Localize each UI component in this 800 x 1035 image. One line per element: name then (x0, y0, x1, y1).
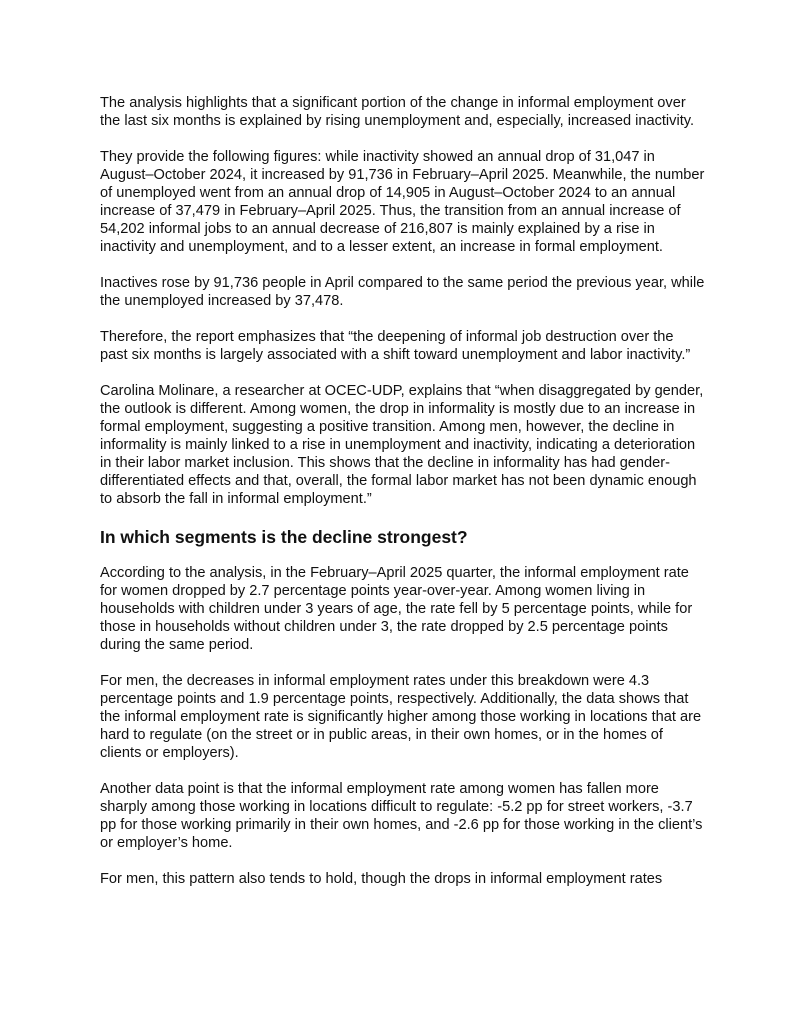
paragraph-intro-4: Therefore, the report emphasizes that “the deepening of informal job destruction over the past six months is largely associated with a shift toward unemployment and labor inactivity.” (100, 329, 691, 363)
paragraph-intro-3: Inactives rose by 91,736 people in April compared to the same period the previous year, while the unemployed increased by 37,478. (100, 275, 705, 309)
paragraph-intro-1: The analysis highlights that a significant portion of the change in informal employment over the last six months is explained by rising unemployment and, especially, increased inactivity. (100, 95, 695, 129)
paragraph-section-3: Another data point is that the informal employment rate among women has fallen more sharply among those working in locations difficult to regulate: -5.2 pp for street workers, -3.7 pp for those working primarily in their own homes, and -2.6 pp for those working in the client’s or employer’s home. (100, 781, 703, 851)
paragraph-intro-5: Carolina Molinare, a researcher at OCEC-UDP, explains that “when disaggregated by gender, the outlook is different. Among women, the drop in informality is mostly due to an increase in formal employment, suggesting a positive transition. Among men, however, the decline in informality is mainly linked to a rise in unemployment and inactivity, indicating a deterioration in their labor market inclusion. This shows that the decline in informality has had gender-differentiated effects and that, overall, the formal labor market has not been dynamic enough to absorb the fall in informal employment.” (100, 383, 704, 507)
document-page (100, 94, 705, 906)
paragraph-section-1: According to the analysis, in the February–April 2025 quarter, the informal employment rate for women dropped by 2.7 percentage points year-over-year. Among women living in households with children under 3 years of age, the rate fell by 5 percentage points, while for those in households without children under 3, the rate dropped by 2.5 percentage points during the same period. (100, 565, 693, 653)
paragraph-section-4: For men, this pattern also tends to hold, though the drops in informal employment rates (100, 871, 663, 887)
paragraph-intro-2: They provide the following figures: while inactivity showed an annual drop of 31,047 in August–October 2024, it increased by 91,736 in February–April 2025. Meanwhile, the number of unemployed went from an annual drop of 14,905 in August–October 2024 to an annual increase of 37,479 in February–April 2025. Thus, the transition from an annual increase of 54,202 informal jobs to an annual decrease of 216,807 is mainly explained by a rise in inactivity and unemployment, and to a lesser extent, an increase in formal employment. (100, 149, 705, 255)
paragraph-section-2: For men, the decreases in informal employment rates under this breakdown were 4.3 percentage points and 1.9 percentage points, respectively. Additionally, the data shows that the informal employment rate is significantly higher among those working in locations that are hard to regulate (on the street or in public areas, in their own homes, or in the homes of clients or employers). (100, 673, 702, 761)
section-heading: In which segments is the decline strongest? (100, 527, 468, 547)
